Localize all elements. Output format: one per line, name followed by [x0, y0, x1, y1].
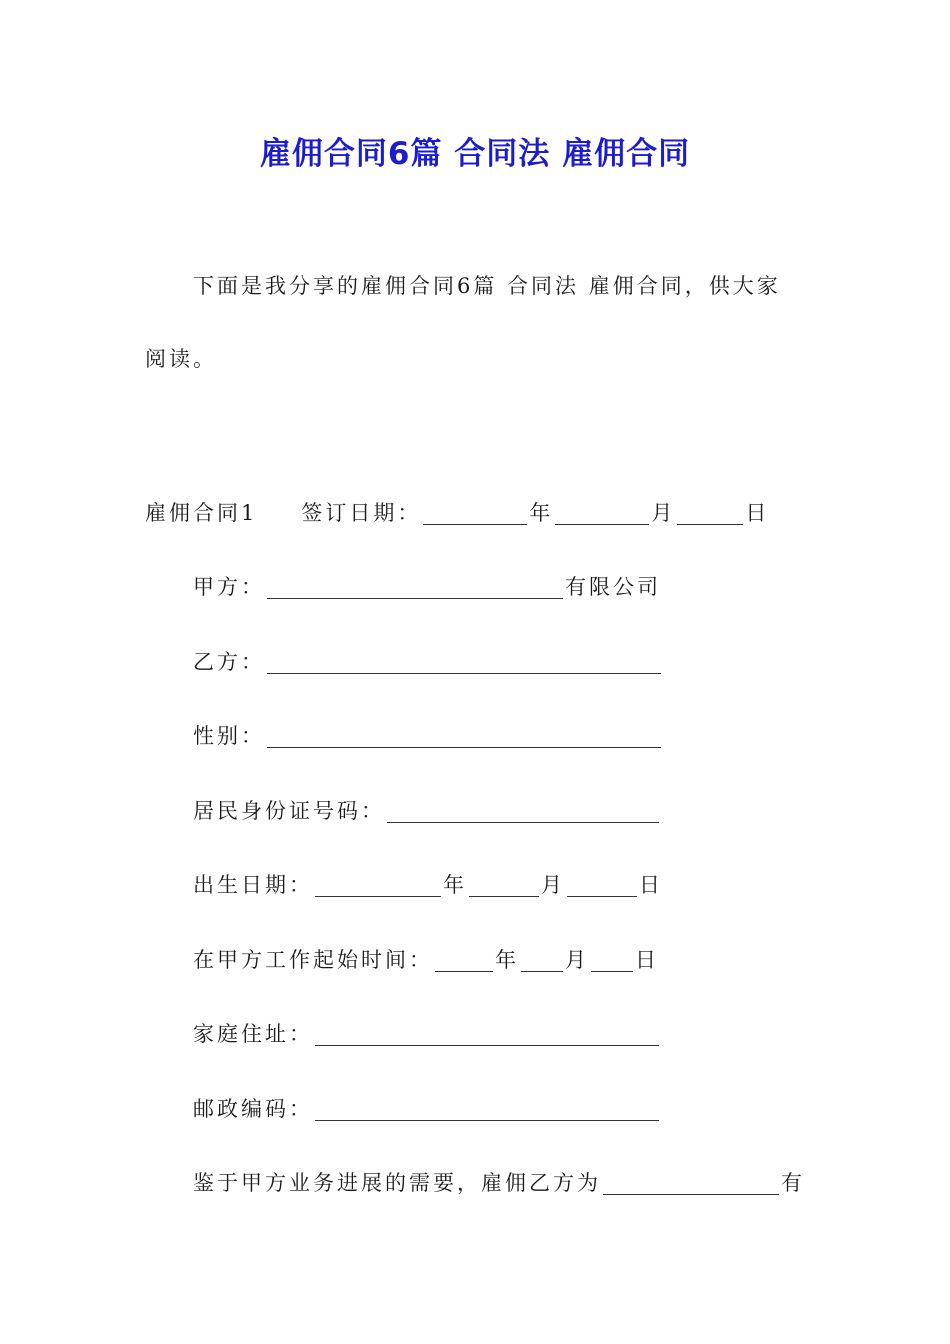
address-line: [193, 1018, 661, 1048]
party-a-label: 甲方：: [193, 575, 265, 599]
day-label: 日: [745, 501, 770, 525]
address-label: 家庭住址：: [193, 1022, 313, 1046]
birth-day-blank[interactable]: [567, 876, 637, 897]
birth-year-blank[interactable]: [315, 876, 441, 897]
start-line: [193, 944, 659, 974]
start-month-blank[interactable]: [521, 951, 563, 972]
contract-heading: 雇佣合同1: [145, 501, 258, 525]
start-year-label: 年: [495, 948, 519, 972]
birth-label: 出生日期：: [193, 873, 313, 897]
party-b-line: [193, 646, 663, 676]
year-label: 年: [529, 501, 554, 525]
id-blank[interactable]: [387, 802, 659, 823]
birth-day-label: 日: [639, 873, 663, 897]
contract-header-line: [145, 497, 769, 527]
start-label: 在甲方工作起始时间：: [193, 948, 433, 972]
party-a-blank[interactable]: [267, 578, 563, 599]
party-a-line: [193, 571, 661, 601]
sign-day-blank[interactable]: [677, 504, 743, 525]
start-year-blank[interactable]: [435, 951, 493, 972]
birth-year-label: 年: [443, 873, 467, 897]
start-day-label: 日: [635, 948, 659, 972]
birth-line: [193, 869, 663, 899]
clause-text: 鉴于甲方业务进展的需要，雇佣乙方为: [193, 1171, 601, 1195]
postcode-label: 邮政编码：: [193, 1097, 313, 1121]
id-line: [193, 795, 661, 825]
address-blank[interactable]: [315, 1025, 659, 1046]
start-day-blank[interactable]: [591, 951, 633, 972]
party-a-suffix: 有限公司: [565, 575, 661, 599]
id-label: 居民身份证号码：: [193, 799, 385, 823]
month-label: 月: [651, 501, 676, 525]
clause-line: [193, 1167, 805, 1197]
gender-line: [193, 720, 663, 750]
party-b-blank[interactable]: [267, 653, 661, 674]
clause-suffix: 有: [781, 1171, 805, 1195]
gender-label: 性别：: [193, 724, 265, 748]
party-b-label: 乙方：: [193, 650, 265, 674]
intro-line-2: 阅读。: [145, 347, 217, 371]
birth-month-blank[interactable]: [469, 876, 539, 897]
sign-month-blank[interactable]: [555, 504, 649, 525]
intro-line-1: 下面是我分享的雇佣合同6篇 合同法 雇佣合同，供大家: [193, 274, 781, 298]
start-month-label: 月: [565, 948, 589, 972]
birth-month-label: 月: [541, 873, 565, 897]
clause-blank[interactable]: [603, 1174, 779, 1195]
postcode-line: [193, 1093, 661, 1123]
sign-date-label: 签订日期：: [301, 501, 422, 525]
page-title: 雇佣合同6篇 合同法 雇佣合同: [259, 136, 691, 172]
postcode-blank[interactable]: [315, 1100, 659, 1121]
sign-year-blank[interactable]: [423, 504, 527, 525]
gender-blank[interactable]: [267, 727, 661, 748]
